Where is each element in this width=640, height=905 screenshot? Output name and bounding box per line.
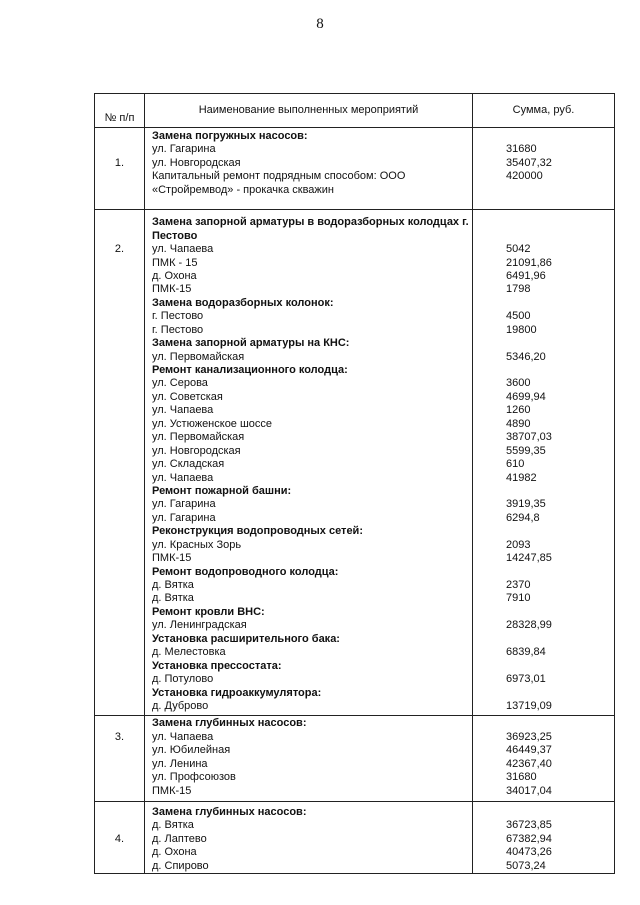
item-location: ул. Советская [152, 390, 223, 403]
item-amount: 36923,25 [506, 730, 552, 743]
item-location: ул. Чапаева [152, 730, 214, 743]
item-location: д. Вятка [152, 592, 194, 605]
item-amount: 4699,94 [506, 390, 546, 403]
section-heading: Установка гидроаккумулятора: [152, 686, 322, 699]
section-heading: Замена запорной арматуры в водоразборных колодцах г. Пестово [152, 216, 469, 242]
page-number: 8 [316, 16, 324, 32]
item-amount: 14247,85 [506, 552, 552, 565]
spacer [95, 230, 144, 243]
item-amount: 6491,96 [506, 269, 546, 282]
section-heading: Установка прессостата: [152, 659, 282, 672]
works-table [94, 93, 615, 874]
section-heading: Установка расширительного бака: [152, 632, 340, 645]
spacer [95, 216, 144, 229]
section-heading: Замена глубинных насосов: [152, 717, 307, 730]
item-amount [506, 337, 614, 350]
header-num: № п/п [95, 94, 145, 128]
item-amount: 3600 [506, 377, 531, 390]
row-sum [473, 210, 615, 716]
item-location: ул. Гагарина [152, 143, 216, 156]
row-description [145, 802, 473, 874]
item-amount [506, 130, 614, 143]
item-amount: 46449,37 [506, 744, 552, 757]
item-amount: 36723,85 [506, 819, 552, 832]
item-amount: 34017,04 [506, 784, 552, 797]
item-amount: 5042 [506, 243, 531, 256]
item-amount: 420000 [506, 170, 543, 183]
section-heading: Ремонт канализационного колодца: [152, 364, 348, 377]
table-header-row [95, 94, 615, 128]
item-location: ул. Новгородская [152, 444, 241, 457]
item-amount: 40473,26 [506, 846, 552, 859]
item-amount: 2370 [506, 579, 531, 592]
row-number [95, 802, 145, 874]
item-amount: 28328,99 [506, 619, 552, 632]
item-location: ПМК - 15 [152, 256, 198, 269]
section-heading: Ремонт кровли ВНС: [152, 605, 265, 618]
row-description [145, 716, 473, 802]
item-amount: 4890 [506, 417, 531, 430]
spacer [95, 819, 144, 832]
item-location: ул. Профсоюзов [152, 771, 236, 784]
item-amount: 38707,03 [506, 431, 552, 444]
section-heading: Ремонт водопроводного колодца: [152, 565, 339, 578]
item-location: д. Мелестовка [152, 646, 226, 659]
item-amount: 5073,24 [506, 859, 546, 872]
item-location: д. Вятка [152, 579, 194, 592]
item-location: г. Пестово [152, 323, 204, 336]
header-name: Наименование выполненных мероприятий [145, 94, 473, 128]
item-location: ул. Новгородская [152, 156, 241, 169]
row-description [145, 128, 473, 210]
item-amount [506, 717, 614, 730]
item-amount [506, 806, 614, 819]
item-amount [506, 485, 614, 498]
section-heading: Замена водоразборных колонок: [152, 296, 334, 309]
item-amount: 1260 [506, 404, 531, 417]
item-amount: 610 [506, 458, 525, 471]
table-body [95, 128, 615, 874]
group-number: 4. [114, 832, 125, 845]
item-amount [506, 216, 614, 243]
item-amount: 6973,01 [506, 673, 546, 686]
item-location: д. Лаптево [152, 832, 207, 845]
item-location: ул. Чапаева [152, 243, 214, 256]
row-number [95, 128, 145, 210]
item-amount: 31680 [506, 143, 537, 156]
item-amount [506, 660, 614, 673]
item-amount: 19800 [506, 323, 537, 336]
section-heading: Ремонт пожарной башни: [152, 484, 292, 497]
row-sum [473, 802, 615, 874]
item-amount: 3919,35 [506, 498, 546, 511]
item-location: ПМК-15 [152, 552, 192, 565]
item-location: д. Спирово [152, 859, 209, 872]
item-amount [506, 525, 614, 538]
item-amount: 35407,32 [506, 156, 552, 169]
group-number: 1. [114, 156, 125, 169]
item-location: д. Дуброво [152, 699, 209, 712]
item-amount: 21091,86 [506, 256, 552, 269]
item-location: ул. Гагарина [152, 498, 216, 511]
spacer [95, 717, 144, 730]
item-location: ул. Ленина [152, 757, 208, 770]
item-amount: 2093 [506, 538, 531, 551]
item-amount: 67382,94 [506, 832, 552, 845]
item-location: ПМК-15 [152, 283, 192, 296]
section-heading: Замена глубинных насосов: [152, 806, 307, 819]
item-amount: 5346,20 [506, 350, 546, 363]
item-amount: 6839,84 [506, 646, 546, 659]
header-sum: Сумма, руб. [473, 94, 615, 128]
table-row [95, 128, 615, 210]
item-amount: 1798 [506, 283, 531, 296]
table-row [95, 802, 615, 874]
item-location: д. Охона [152, 846, 197, 859]
item-amount: 4500 [506, 310, 531, 323]
section-heading: Реконструкция водопроводных сетей: [152, 525, 363, 538]
item-location: ул. Чапаева [152, 404, 214, 417]
item-location: Капитальный ремонт подрядным способом: ООО «Стройремвод» - прокачка скважин [152, 170, 406, 196]
item-amount: 42367,40 [506, 757, 552, 770]
item-amount: 41982 [506, 471, 537, 484]
spacer [95, 806, 144, 819]
item-amount [506, 364, 614, 377]
row-sum [473, 128, 615, 210]
item-location: д. Вятка [152, 819, 194, 832]
item-amount: 13719,09 [506, 699, 552, 712]
item-location: д. Охона [152, 269, 197, 282]
item-location: ул. Первомайская [152, 431, 245, 444]
item-amount: 5599,35 [506, 444, 546, 457]
row-number [95, 210, 145, 716]
item-amount [506, 297, 614, 310]
group-number: 2. [114, 243, 125, 256]
table-row [95, 210, 615, 716]
table-row [95, 716, 615, 802]
item-amount: 6294,8 [506, 511, 540, 524]
item-location: ул. Складская [152, 458, 225, 471]
item-amount [506, 606, 614, 619]
item-location: д. Потулово [152, 673, 214, 686]
item-location: ул. Ленинградская [152, 619, 247, 632]
item-amount: 31680 [506, 771, 537, 784]
item-location: г. Пестово [152, 310, 204, 323]
spacer [95, 130, 144, 143]
item-amount [506, 566, 614, 579]
row-sum [473, 716, 615, 802]
item-amount: 7910 [506, 592, 531, 605]
row-description [145, 210, 473, 716]
item-location: ул. Юбилейная [152, 744, 231, 757]
group-number: 3. [114, 730, 125, 743]
item-location: ПМК-15 [152, 784, 192, 797]
item-location: ул. Чапаева [152, 471, 214, 484]
item-location: ул. Серова [152, 377, 208, 390]
section-heading: Замена запорной арматуры на КНС: [152, 337, 350, 350]
item-amount [506, 633, 614, 646]
item-location: ул. Гагарина [152, 511, 216, 524]
section-heading: Замена погружных насосов: [152, 130, 308, 142]
item-location: ул. Красных Зорь [152, 538, 242, 551]
spacer [95, 143, 144, 156]
item-location: ул. Первомайская [152, 350, 245, 363]
item-amount [506, 687, 614, 700]
row-number [95, 716, 145, 802]
item-location: ул. Устюженское шоссе [152, 417, 273, 430]
